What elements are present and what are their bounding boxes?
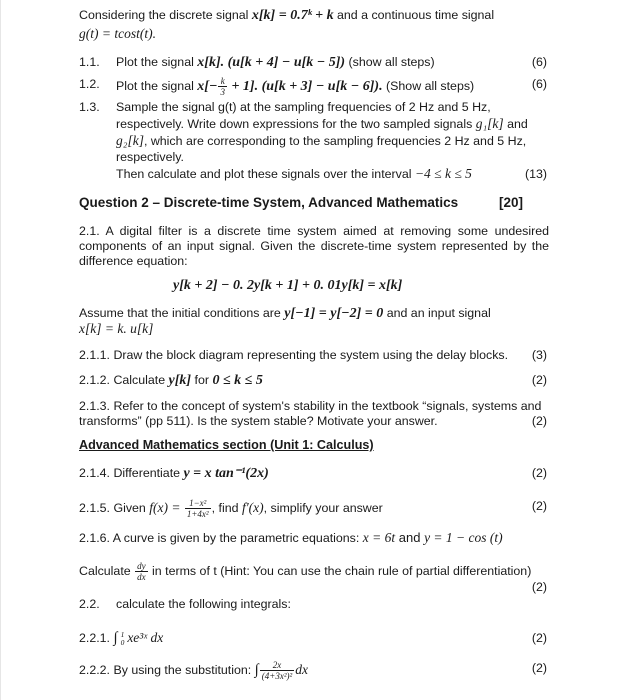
section-heading: Advanced Mathematics section (Unit 1: Calculus): [79, 438, 374, 452]
difference-equation: y[k + 2] − 0. 2y[k + 1] + 0. 01y[k] = x[k]: [173, 278, 403, 293]
question-2-1-3: 2.1.3. Refer to the concept of system's stability in the textbook “signals, systems and: [79, 399, 542, 413]
intro-line-2: [79, 26, 549, 42]
marks: (2): [531, 414, 547, 428]
marks: (2): [531, 631, 547, 645]
g-definition: g(t) = tcost(t).: [79, 26, 156, 41]
marks: (6): [531, 55, 547, 69]
marks: (2): [531, 499, 547, 513]
marks: (3): [531, 348, 547, 362]
question-2-2-2: 2.2.2. By using the substitution: ∫ $\frac{2x}{\text{(4+3x²)²}}$ dx (2): [79, 660, 547, 681]
calculate-line: Calculate $\frac{dy}{dx}$ in terms of t (Hint: You can use the chain rule of partial differentiation): [79, 561, 532, 582]
question-2-1-5: 2.1.5. Given f(x) = $\frac{\text{1−x²}}{\text{1+4x²}}$ , find f′(x), simplify your answer (2): [79, 498, 547, 519]
question-2-1-1: 2.1.1. Draw the block diagram representing the system using the delay blocks. (3): [79, 348, 547, 362]
question-1-3: 1.3. Sample the signal g(t) at the sampling frequencies of 2 Hz and 5 Hz,: [79, 100, 491, 114]
marks: (2): [531, 661, 547, 675]
question-2-1-4: 2.1.4. Differentiate y = x tan⁻¹(2x) (2): [79, 466, 547, 481]
question-1-2: 1.2. Plot the signal x[− $\frac{k}{3}$ + 1]. (u[k + 3] − u[k − 6]). (Show all steps) (6): [79, 76, 547, 97]
marks: (2): [531, 373, 547, 387]
initial-conditions: Assume that the initial conditions are y[−1] = y[−2] = 0 and an input signal x[k] = k. u[k]: [79, 306, 491, 336]
question-2-1-2: 2.1.2. Calculate y[k] for 0 ≤ k ≤ 5 (2): [79, 373, 547, 388]
question-2-title: Question 2 – Discrete-time System, Advanced Mathematics: [79, 195, 459, 210]
marks: (6): [531, 77, 547, 91]
question-2-2-1: 2.2.1. ∫ 1 0 xe³ˣ dx (2): [79, 629, 547, 647]
marks: (2): [531, 580, 547, 594]
signal-definition: x[k] = 0.7ᵏ + k: [251, 8, 334, 23]
marks: (13): [524, 167, 547, 181]
question-2-1-6: 2.1.6. A curve is given by the parametric equations: x = 6t and y = 1 − cos (t): [79, 530, 503, 545]
question-1-1: 1.1. Plot the signal x[k]. (u[k + 4] − u[k − 5]) (show all steps) (6): [79, 55, 547, 70]
intro-line-1: Considering the discrete signal x[k] = 0.7ᵏ + k and a continuous time signal: [79, 8, 495, 23]
page-edge: [0, 0, 1, 700]
question-2-marks: [20]: [499, 195, 524, 210]
document-page: Considering the discrete signal x[k] = 0.7ᵏ + k and a continuous time signal g(t) = tcost(t). 1.1. Plot the signal x[k]. (u[k + 4] − u[k − 5]) (show all steps) (6) 1.2. Plot the signal x[− $\frac{k}{3}$ + 1]. (u[k + 3] − u[k − 6]). (Show all steps) (6) 1.3. Sample the signal g(t) at the sampling frequencies of 2 Hz and 5 Hz, respectively. Write down expressions for the two sampled signals g₁[k] and g₂[k], which are corresponding to the sampling frequencies 2 Hz and 5 Hz, respectively. Then calculate and plot these signals over the interval −4 ≤ k ≤ 5 (13) Question 2 – Discrete-time System, Advanced Mathematics [20] 2.1. A digital filter is a discrete time system aimed at removing some undesired components of an input signal. Given the discrete-time system represented by the difference equation: y[k + 2] − 0. 2y[k + 1] + 0. 01y[k] = x[k] Assume that the initial conditions are y[−1] = y[−2] = 0 and an input signal x[k] = k. u[k] 2.1.1. Draw the block diagram representing the system using the delay blocks. (3) 2.1.2. Calculate y[k] for 0 ≤ k ≤ 5 (2) 2.1.3. Refer to the concept of system's stability in the textbook “signals, systems and transforms” (pp 511). Is the system stable? Motivate your answer. (2) Advanced Mathematics section (Unit 1: Calculus) 2.1.4. Differentiate y = x tan⁻¹(2x) (2) 2.1.5. Given f(x) = $\frac{\text{1−x²}}{\text{1+4x²}}$ , find f′(x), simplify your answer (2) 2.1.6. A curve is given by the parametric equations: x = 6t and y = 1 − cos (t) Calculate $\frac{dy}{dx}$ in terms of t (Hint: You can use the chain rule of partial differentiation) (2) 2.2. calculate the following integrals: 2.2.1. ∫ 1 0 xe³ˣ dx (2) 2.2.2. By using the substitution: ∫ $\frac{2x}{\text{(4+3x²)²}}$ dx (2): [0, 0, 627, 700]
question-2-1-intro: 2.1. A digital filter is a discrete time system aimed at removing some undesired components of an input signal. Given the discrete-time system represented by the difference equation:: [79, 224, 549, 268]
question-2-2: 2.2. calculate the following integrals:: [79, 597, 291, 611]
marks: (2): [531, 466, 547, 480]
